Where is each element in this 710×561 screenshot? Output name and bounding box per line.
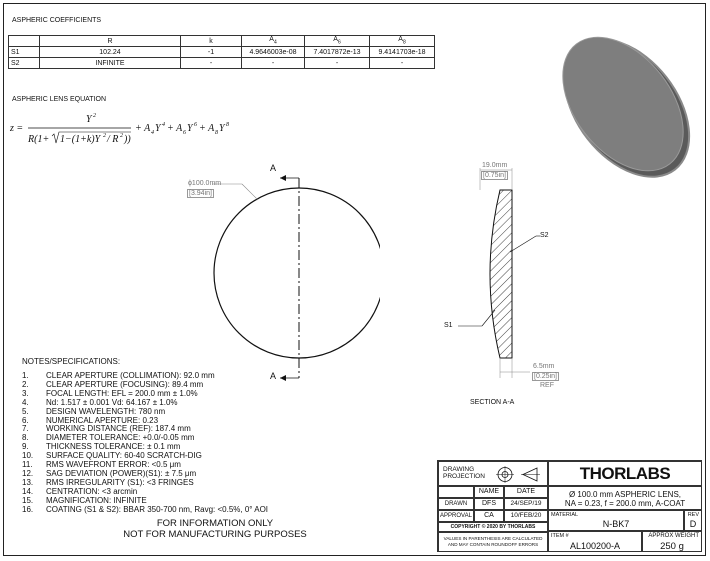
svg-text:Y: Y (155, 123, 161, 134)
svg-text:8: 8 (226, 122, 229, 128)
note-number: 12. (22, 468, 34, 478)
notes-title: NOTES/SPECIFICATIONS: (22, 357, 121, 366)
edge-in: [0.25in] (534, 373, 557, 380)
table-row (9, 47, 435, 58)
note-number: 13. (22, 477, 34, 487)
note-number: 14. (22, 486, 34, 496)
section-view (440, 160, 560, 390)
header-k: k (181, 36, 242, 47)
weight-cell (642, 531, 702, 552)
svg-text:Y: Y (187, 123, 193, 134)
note-number: 6. (22, 415, 29, 425)
table-header-row (9, 36, 435, 47)
cell-a6: - (305, 58, 370, 69)
drawn-date: 24/SEP/19 (504, 498, 548, 510)
cell-r: INFINITE (40, 58, 181, 69)
cell-r: 102.24 (40, 47, 181, 58)
cell-k: -1 (181, 47, 242, 58)
material-value: N-BK7 (602, 519, 630, 529)
svg-text:R(1+: R(1+ (28, 134, 50, 145)
edge-mm: 6.5mm (533, 363, 555, 370)
info-line-1: FOR INFORMATION ONLY (156, 518, 274, 529)
approval-date: 10/FEB/20 (504, 510, 548, 522)
note-text: RMS IRREGULARITY (S1): <3 FRINGES (46, 477, 194, 487)
header-r: R (40, 36, 181, 47)
note-text: CLEAR APERTURE (FOCUSING): 89.4 mm (46, 379, 204, 389)
rev-value: D (689, 519, 697, 529)
thickness-mm: 19.0mm (482, 162, 508, 169)
note-text: Nd: 1.517 ± 0.001 Vd: 64.167 ± 1.0% (46, 397, 178, 407)
lens-outline (214, 188, 380, 358)
note-text: CLEAR APERTURE (COLLIMATION): 92.0 mm (46, 371, 215, 380)
note-number: 2. (22, 379, 29, 389)
note-number: 16. (22, 504, 34, 514)
svg-text:)): )) (124, 134, 131, 145)
date-header: DATE (504, 486, 548, 498)
section-caption: SECTION A-A (470, 399, 515, 406)
aspheric-equation (8, 110, 248, 150)
svg-text:4: 4 (151, 130, 154, 136)
svg-text:Y: Y (219, 123, 225, 134)
item-number: AL100200-A (569, 541, 621, 551)
lens-3d-render (555, 28, 695, 193)
thorlabs-logo: THORLABS (579, 463, 671, 483)
section-mark-bottom: A (270, 371, 277, 381)
material-label: MATERIAL (551, 512, 579, 518)
note-text: SURFACE QUALITY: 60-40 SCRATCH-DIG (46, 451, 202, 461)
svg-text:+ A: + A (199, 123, 215, 134)
drawn-name: DFS (474, 498, 504, 510)
row-label: S2 (9, 58, 40, 69)
notes-list (22, 372, 268, 515)
note-text: COATING (S1 & S2): BBAR 350-700 nm, Ravg: <0.5%, 0° AOI (46, 504, 269, 514)
svg-text:1−(1+k)Y: 1−(1+k)Y (60, 134, 101, 145)
projection-symbol-icon (495, 465, 543, 484)
info-line-2: NOT FOR MANUFACTURING PURPOSES (123, 529, 307, 540)
coefficients-table (8, 35, 435, 69)
header-a8: $A_8$ (370, 36, 435, 47)
note-number: 5. (22, 406, 29, 416)
svg-text:2: 2 (103, 133, 106, 139)
s1-label: S1 (444, 322, 453, 329)
note-text: DIAMETER TOLERANCE: +0.0/-0.05 mm (46, 433, 195, 443)
name-header: NAME (474, 486, 504, 498)
svg-text:/ R: / R (107, 134, 119, 145)
svg-text:+ A: + A (135, 123, 151, 134)
equation-title: ASPHERIC LENS EQUATION (12, 96, 107, 103)
drawn-label: DRAWN (438, 498, 474, 510)
s2-label: S2 (540, 232, 549, 239)
weight-value: 250 g (660, 541, 684, 552)
description-line-1: Ø 100.0 mm ASPHERIC LENS, (568, 490, 682, 499)
cell-a8: - (370, 58, 435, 69)
svg-text:+ A: + A (167, 123, 183, 134)
approval-name: CA (474, 510, 504, 522)
item-label: ITEM # (551, 533, 569, 539)
note-number: 15. (22, 495, 34, 505)
diameter-leader (242, 184, 258, 200)
note-number: 4. (22, 397, 29, 407)
diameter-mm: ϕ100.0mm (188, 180, 222, 187)
note-number: 9. (22, 442, 29, 452)
arrow-icon (280, 175, 286, 181)
note-text: CENTRATION: <3 arcmin (46, 486, 138, 496)
logo-cell (548, 461, 702, 486)
note-number: 3. (22, 388, 29, 398)
material-cell (548, 510, 684, 531)
table-corner-cell (9, 36, 40, 47)
blank-cell (438, 486, 474, 498)
svg-text:Y: Y (86, 114, 92, 125)
cell-a4: - (242, 58, 305, 69)
ref-label: REF (540, 382, 554, 389)
header-a4: $A_4$ (242, 36, 305, 47)
section-mark-top: A (270, 163, 277, 173)
item-cell (548, 531, 642, 552)
description-cell (548, 486, 702, 510)
s2-leader (510, 236, 536, 252)
cell-k: - (181, 58, 242, 69)
title-block (437, 460, 702, 552)
rounding-note: VALUES IN PARENTHESIS ARE CALCULATED AND MAY CONTAIN ROUNDOFF ERRORS (438, 532, 548, 552)
note-number: 8. (22, 433, 29, 443)
weight-label: APPROX WEIGHT (648, 533, 699, 539)
note-text: NUMERICAL APERTURE: 0.23 (46, 415, 159, 425)
rev-label: REV (687, 512, 699, 518)
svg-text:z =: z = (10, 123, 24, 134)
projection-cell (438, 461, 548, 486)
note-text: FOCAL LENGTH: EFL = 200.0 mm ± 1.0% (46, 388, 198, 398)
note-text: THICKNESS TOLERANCE: ± 0.1 mm (46, 442, 181, 452)
note-number: 10. (22, 451, 34, 461)
projection-label: DRAWING PROJECTION (443, 466, 485, 480)
note-text: DESIGN WAVELENGTH: 780 nm (46, 406, 166, 416)
approval-label: APPROVAL (438, 510, 474, 522)
note-text: WORKING DISTANCE (REF): 187.4 mm (46, 424, 191, 434)
note-text: SAG DEVIATION (POWER)(S1): ± 7.5 μm (46, 468, 197, 478)
rev-cell (684, 510, 702, 531)
cell-a8: 9.4141703e-18 (370, 47, 435, 58)
svg-text:6: 6 (183, 130, 186, 136)
note-number: 1. (22, 371, 29, 380)
copyright: COPYRIGHT © 2020 BY THORLABS (438, 522, 548, 532)
thickness-in: [0.75in] (483, 172, 506, 179)
svg-text:6: 6 (194, 122, 197, 128)
diameter-in: [3.94in] (189, 190, 212, 197)
note-number: 7. (22, 424, 29, 434)
note-text: RMS WAVEFRONT ERROR: <0.5 μm (46, 460, 181, 470)
coefficients-title: ASPHERIC COEFFICIENTS (12, 17, 102, 24)
cell-a4: 4.9646003e-08 (242, 47, 305, 58)
lens-cross-section (490, 190, 512, 358)
arrow-icon (280, 375, 286, 381)
description-line-2: NA = 0.23, f = 200.0 mm, A-COAT (564, 499, 686, 508)
svg-text:2: 2 (93, 113, 96, 119)
row-label: S1 (9, 47, 40, 58)
note-number: 11. (22, 460, 33, 470)
header-a6: $A_6$ (305, 36, 370, 47)
svg-text:2: 2 (120, 133, 123, 139)
svg-text:4: 4 (162, 122, 165, 128)
svg-text:8: 8 (215, 130, 218, 136)
table-row (9, 58, 435, 69)
list-item (22, 506, 268, 515)
note-text: MAGNIFICATION: INFINITE (46, 495, 147, 505)
cell-a6: 7.4017872e-13 (305, 47, 370, 58)
